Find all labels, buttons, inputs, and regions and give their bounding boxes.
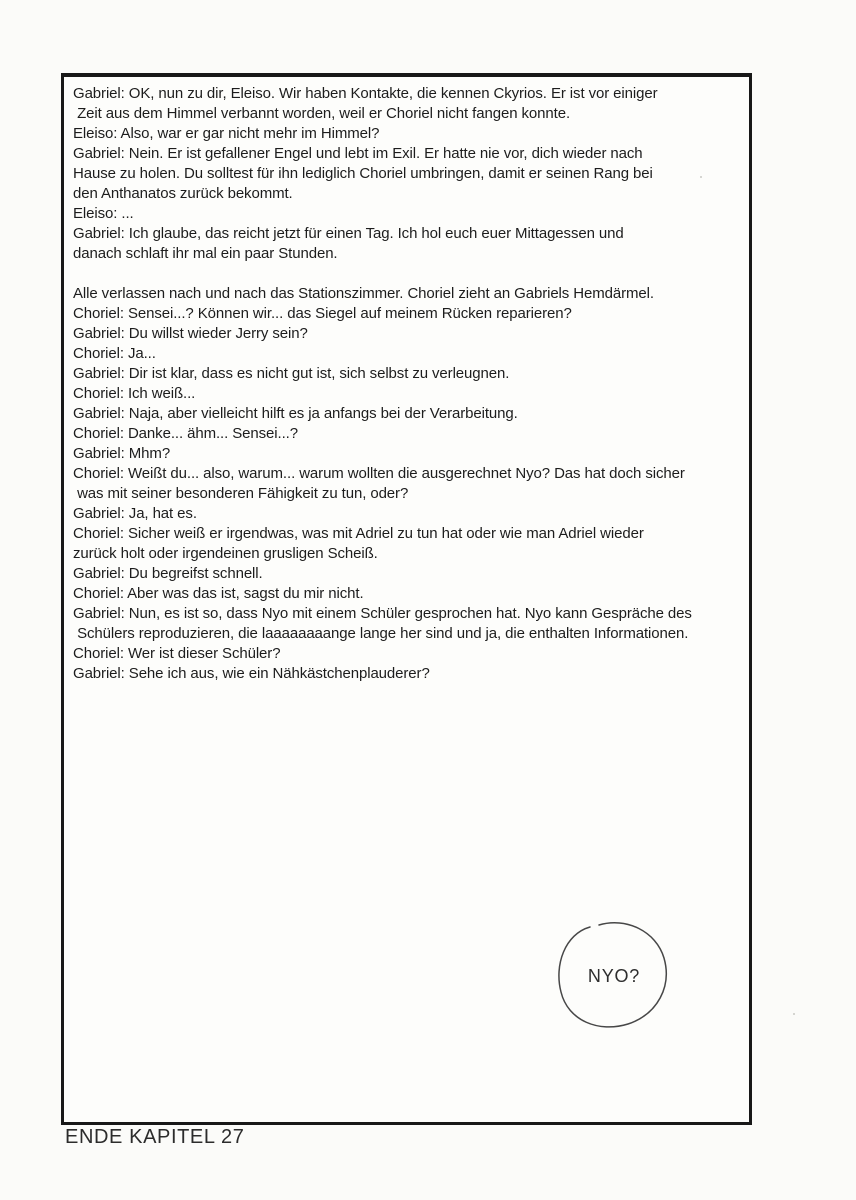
scan-speck bbox=[793, 1013, 795, 1015]
script-line: Choriel: Ich weiß... bbox=[73, 385, 196, 402]
nyo-annotation bbox=[556, 920, 672, 1032]
script-line: Schülers reproduzieren, die laaaaaaaange lange her sind und ja, die enthalten Informationen. bbox=[73, 625, 689, 642]
script-line: Gabriel: Ich glaube, das reicht jetzt für einen Tag. Ich hol euch euer Mittagessen und bbox=[73, 225, 624, 242]
script-line: zurück holt oder irgendeinen grusligen Scheiß. bbox=[73, 545, 378, 562]
script-line: Zeit aus dem Himmel verbannt worden, weil er Choriel nicht fangen konnte. bbox=[73, 105, 571, 122]
scan-speck bbox=[700, 176, 702, 178]
script-line: Choriel: Aber was das ist, sagst du mir nicht. bbox=[73, 585, 364, 602]
script-line: Choriel: Ja... bbox=[73, 345, 156, 362]
script-line: Choriel: Wer ist dieser Schüler? bbox=[73, 645, 281, 662]
script-line: was mit seiner besonderen Fähigkeit zu tun, oder? bbox=[73, 485, 409, 502]
chapter-end-label: ENDE KAPITEL 27 bbox=[65, 1126, 245, 1148]
nyo-label: NYO? bbox=[587, 965, 641, 986]
script-line: Choriel: Sensei...? Können wir... das Siegel auf meinem Rücken reparieren? bbox=[73, 305, 572, 322]
script-line: Choriel: Danke... ähm... Sensei...? bbox=[73, 425, 298, 442]
script-line: Eleiso: Also, war er gar nicht mehr im Himmel? bbox=[73, 125, 380, 142]
script-line: Gabriel: Ja, hat es. bbox=[73, 505, 197, 522]
script-line: Gabriel: Du willst wieder Jerry sein? bbox=[73, 325, 308, 342]
script-line: Hause zu holen. Du solltest für ihn lediglich Choriel umbringen, damit er seinen Rang bei bbox=[73, 165, 653, 182]
script-line: danach schlaft ihr mal ein paar Stunden. bbox=[73, 245, 338, 262]
script-line: Eleiso: ... bbox=[73, 205, 134, 222]
script-line: Gabriel: Naja, aber vielleicht hilft es ja anfangs bei der Verarbeitung. bbox=[73, 405, 518, 422]
script-line: Gabriel: Mhm? bbox=[73, 445, 171, 462]
dialogue-lines bbox=[64, 77, 749, 684]
script-line: Choriel: Sicher weiß er irgendwas, was mit Adriel zu tun hat oder wie man Adriel wieder bbox=[73, 525, 644, 542]
script-line: Gabriel: Nun, es ist so, dass Nyo mit einem Schüler gesprochen hat. Nyo kann Gespräche des bbox=[73, 605, 692, 622]
script-line: Gabriel: Du begreifst schnell. bbox=[73, 565, 263, 582]
script-line bbox=[73, 264, 747, 284]
script-line: Alle verlassen nach und nach das Stationszimmer. Choriel zieht an Gabriels Hemdärmel. bbox=[73, 285, 654, 302]
script-line: Gabriel: Nein. Er ist gefallener Engel und lebt im Exil. Er hatte nie vor, dich wieder nach bbox=[73, 145, 643, 162]
script-line: Choriel: Weißt du... also, warum... warum wollten die ausgerechnet Nyo? Das hat doch sicher bbox=[73, 465, 685, 482]
script-line: Gabriel: Dir ist klar, dass es nicht gut ist, sich selbst zu verleugnen. bbox=[73, 365, 510, 382]
script-line: Gabriel: Sehe ich aus, wie ein Nähkästchenplauderer? bbox=[73, 665, 430, 682]
script-line: den Anthanatos zurück bekommt. bbox=[73, 185, 293, 202]
script-line: Gabriel: OK, nun zu dir, Eleiso. Wir haben Kontakte, die kennen Ckyrios. Er ist vor einiger bbox=[73, 85, 658, 102]
